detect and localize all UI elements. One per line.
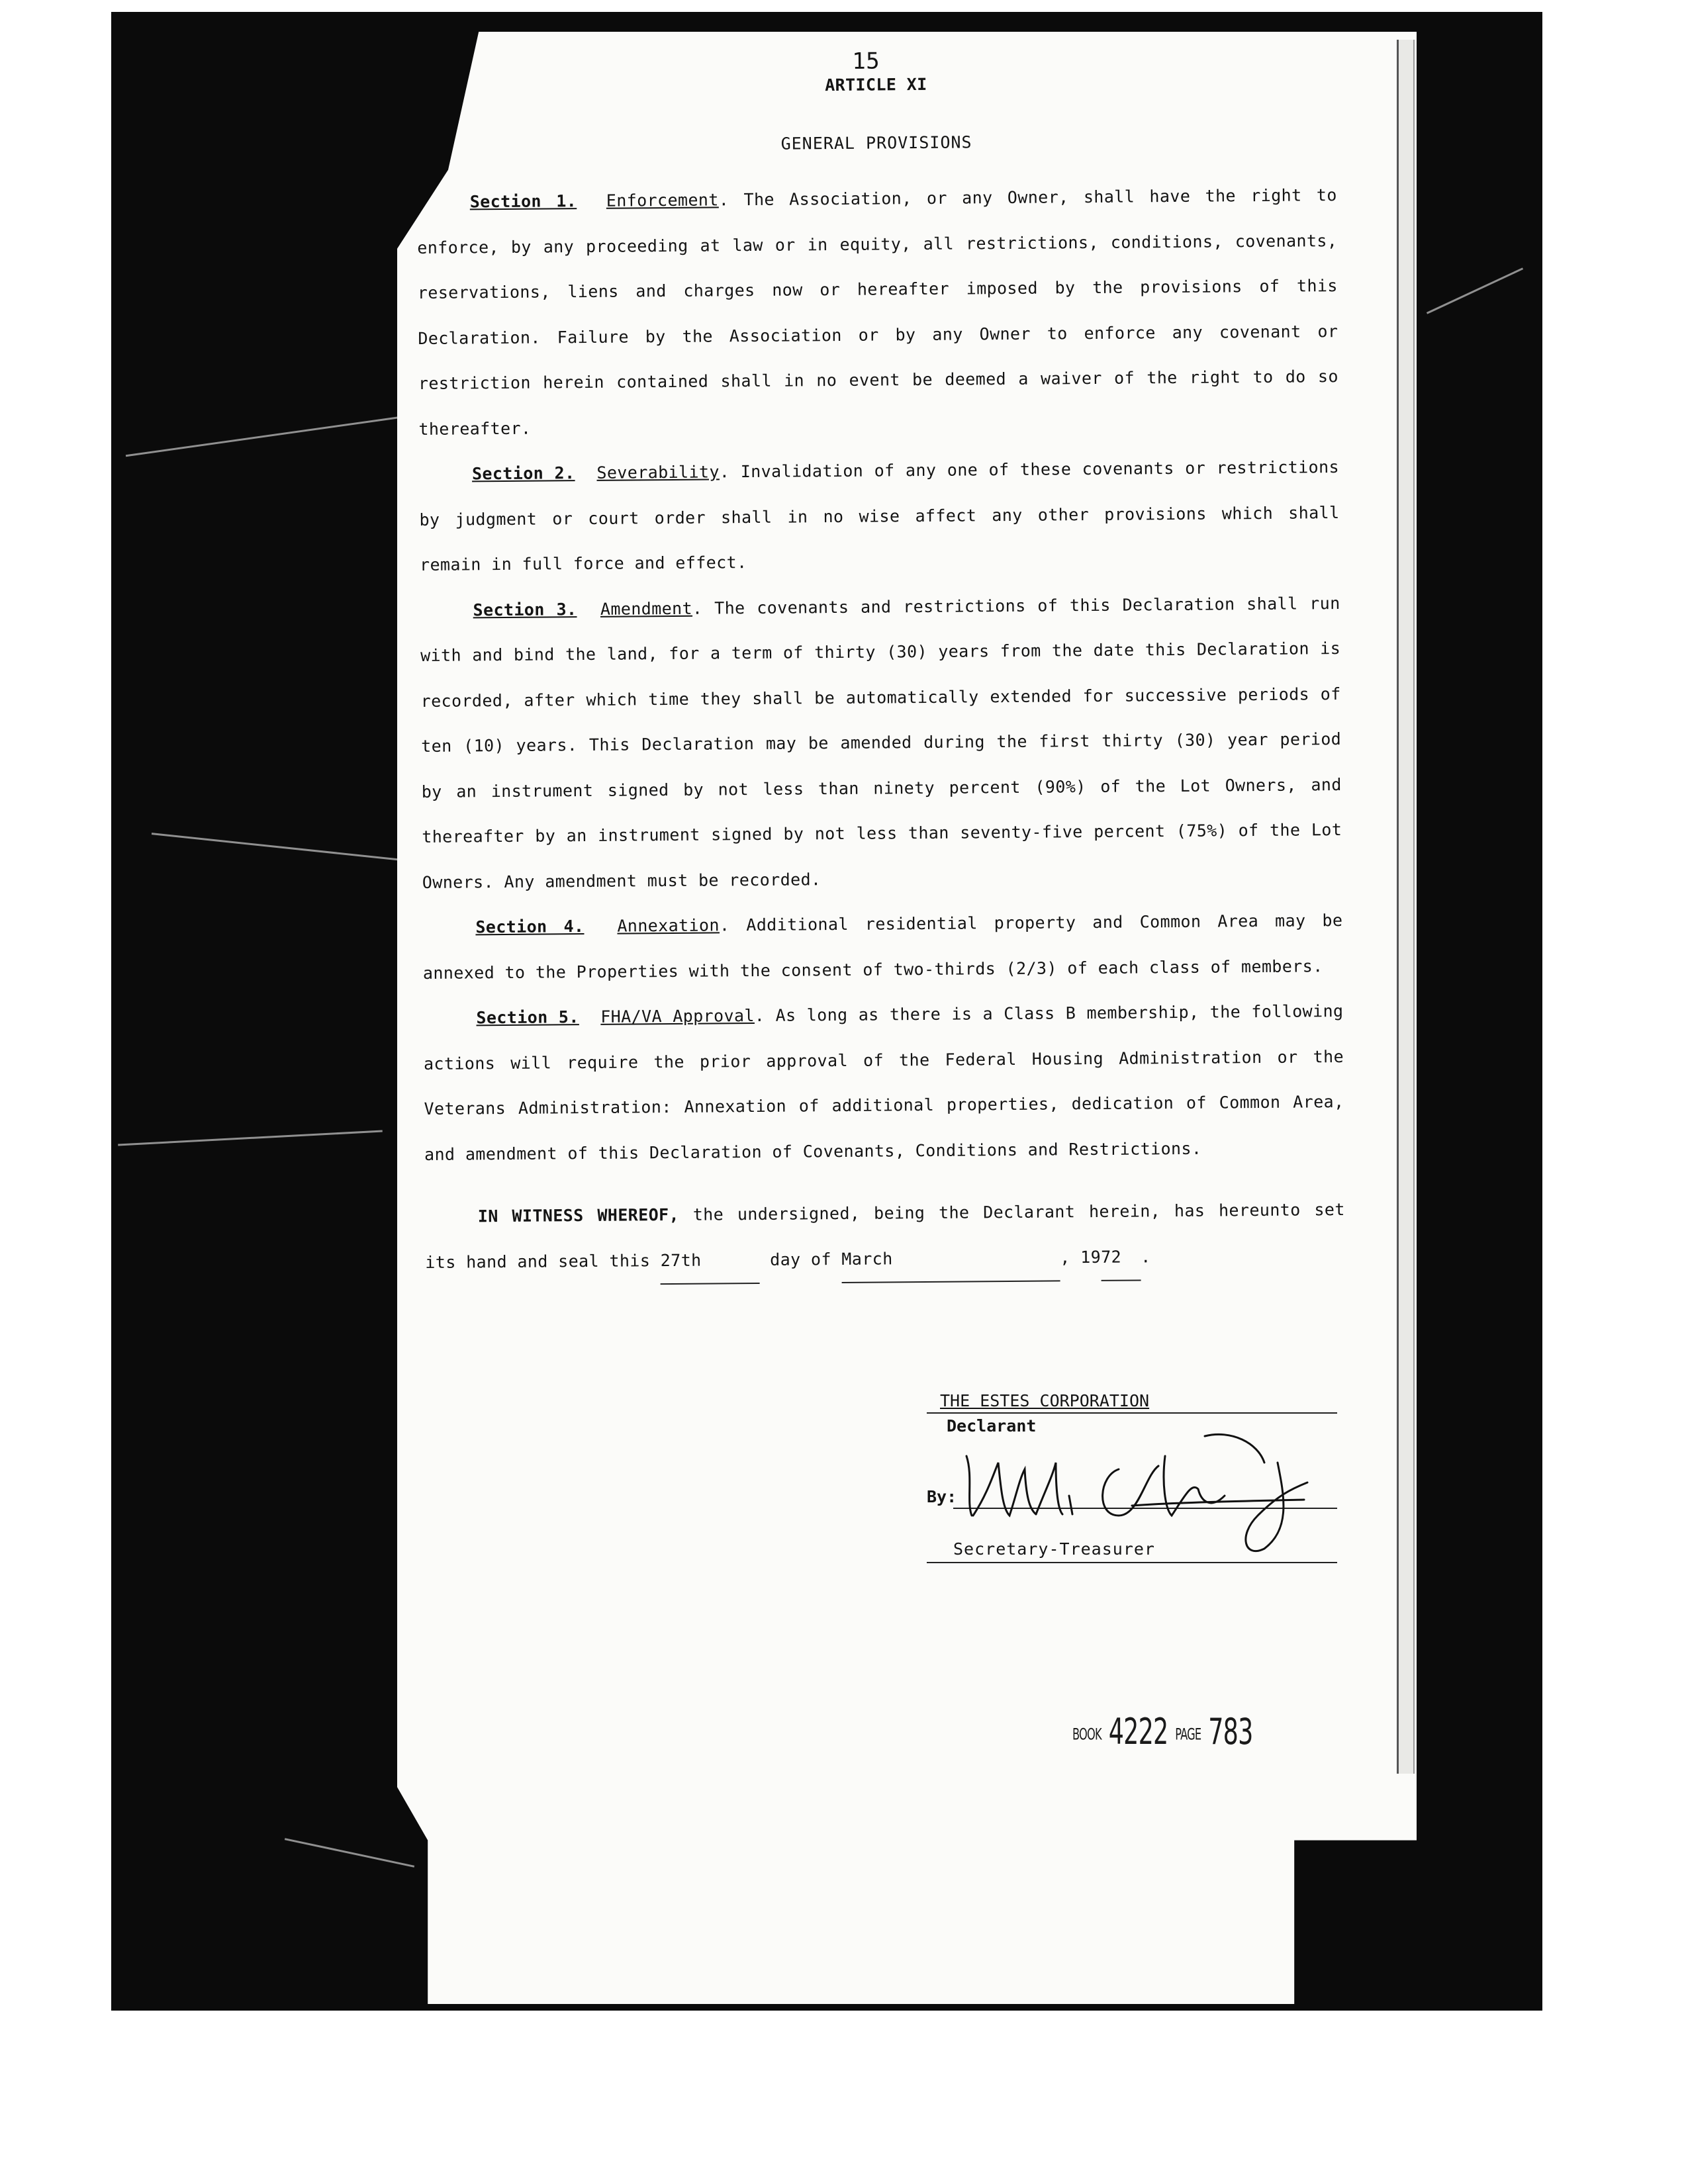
- witness-text: day of: [759, 1249, 842, 1269]
- section-5: [423, 989, 1344, 1177]
- book-label: BOOK: [1072, 1725, 1102, 1744]
- section-title: Severability: [596, 462, 720, 482]
- section-label: Section 2.: [471, 463, 575, 484]
- section-label: Section 1.: [469, 191, 577, 212]
- section-heading: GENERAL PROVISIONS: [780, 132, 972, 154]
- signature-block: [927, 1390, 1337, 1563]
- paper-edge: [1397, 40, 1415, 1774]
- month-field: March: [841, 1235, 1060, 1283]
- signatory-title: Secretary-Treasurer: [927, 1537, 1337, 1563]
- declarant-label: Declarant: [947, 1416, 1037, 1435]
- section-text: . The covenants and restrictions of this Declaration shall run with and bind the land, for a term of thirty (30) years from the date this Declaration is recorded, after which time they shall be automatically extended for successive periods of ten (10) years. This Declaration may be amended during the first thirty (30) year period by an instrument signed by not less than ninety percent (90%) of the Lot Owners, and thereafter by an instrument signed by not less than seventy-five percent (75%) of the Lot Owners. Any amendment must be recorded.: [420, 593, 1342, 892]
- scan-streak: [152, 833, 402, 861]
- book-page-stamp: [1072, 1711, 1253, 1752]
- section-label: Section 5.: [476, 1007, 579, 1028]
- by-label: By:: [927, 1487, 957, 1506]
- witness-clause: [425, 1187, 1346, 1287]
- section-title: Amendment: [600, 598, 693, 619]
- document-body: [416, 46, 1346, 1287]
- page-label: PAGE: [1175, 1725, 1201, 1744]
- section-1: [417, 173, 1339, 452]
- section-title: FHA/VA Approval: [600, 1006, 755, 1026]
- scan-streak: [118, 1130, 383, 1146]
- witness-lead: IN WITNESS WHEREOF,: [477, 1205, 680, 1226]
- witness-text: , 19: [1060, 1247, 1102, 1267]
- witness-text: the undersigned, being the Declarant herein, has hereunto set its hand and seal this: [425, 1200, 1345, 1272]
- section-title: Annexation: [617, 915, 720, 936]
- section-4: [422, 898, 1343, 996]
- scan-streak: [126, 416, 401, 457]
- section-label: Section 4.: [475, 917, 585, 937]
- page-mark: 15: [852, 48, 880, 75]
- page-number: 783: [1208, 1711, 1253, 1752]
- handwritten-signature: [947, 1416, 1317, 1562]
- section-text: . As long as there is a Class B membership, the following actions will require the prior approval of the Federal Housing Administration or the Veterans Administration: Annexation of additional properties, dedication of Common Area, and amendment of this Declaration of Covenants, Conditions and Restrictions.: [423, 1001, 1344, 1164]
- article-title: ARTICLE XI: [825, 74, 927, 95]
- section-text: . The Association, or any Owner, shall have the right to enforce, by any proceeding at law or in equity, all restrictions, conditions, covenants, reservations, liens and charges now or hereafter imposed by the provisions of this Declaration. Failure by the Association or by any Owner to enforce any covenant or restriction herein contained shall in no event be deemed a waiver of the right to do so thereafter.: [417, 185, 1338, 439]
- by-row: [927, 1436, 1337, 1509]
- section-text: . Additional residential property and Common Area may be annexed to the Properties with the consent of two-thirds (2/3) of each class of members.: [422, 911, 1343, 983]
- scan-streak: [285, 1838, 414, 1868]
- book-number: 4222: [1108, 1711, 1168, 1752]
- section-2: [419, 445, 1340, 588]
- section-title: Enforcement: [606, 190, 719, 210]
- section-3: [420, 581, 1342, 905]
- scan-streak: [1427, 267, 1523, 314]
- year-field: 72: [1101, 1234, 1141, 1281]
- day-field: 27th: [660, 1237, 760, 1285]
- section-text: . Invalidation of any one of these covenants or restrictions by judgment or court order shall in no wise affect any other provisions which shall remain in full force and effect.: [419, 457, 1340, 574]
- section-label: Section 3.: [473, 599, 577, 619]
- corporation-name: THE ESTES CORPORATION: [927, 1390, 1337, 1414]
- witness-end: .: [1141, 1246, 1151, 1266]
